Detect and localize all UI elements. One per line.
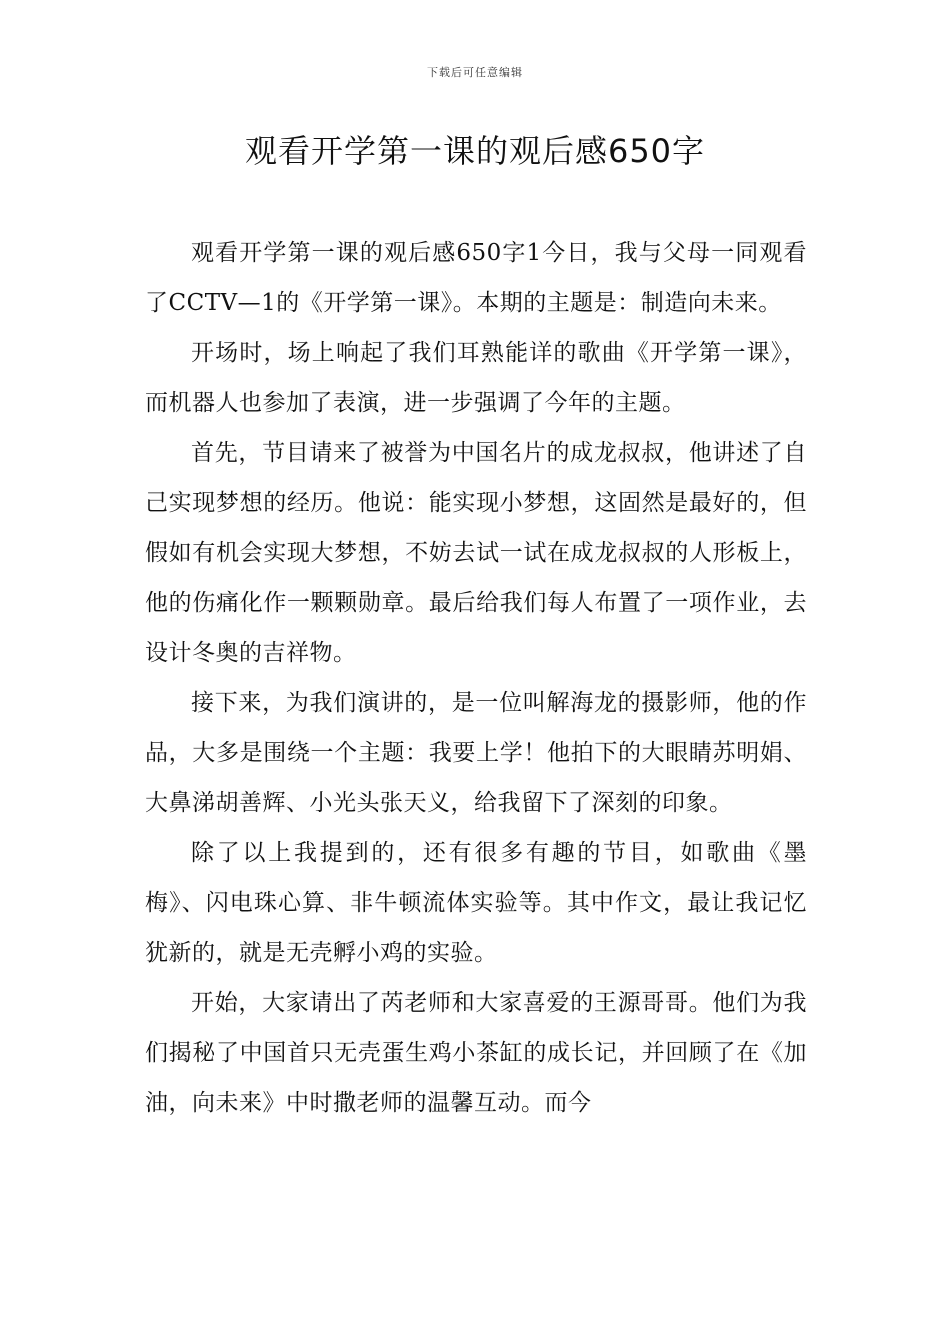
- paragraph: 观看开学第一课的观后感650字1今日，我与父母一同观看了CCTV—1的《开学第一课》。本期的主题是：制造向未来。: [145, 240, 807, 316]
- paragraph: 开场时，场上响起了我们耳熟能详的歌曲《开学第一课》，而机器人也参加了表演，进一步强调了今年的主题。: [145, 340, 807, 416]
- document-body: [145, 228, 807, 1128]
- paragraph: 接下来，为我们演讲的，是一位叫解海龙的摄影师，他的作品，大多是围绕一个主题：我要上学！他拍下的大眼睛苏明娟、大鼻涕胡善辉、小光头张天义，给我留下了深刻的印象。: [145, 690, 807, 816]
- header-note: 下载后可任意编辑: [427, 66, 523, 79]
- paragraph: 开始，大家请出了芮老师和大家喜爱的王源哥哥。他们为我们揭秘了中国首只无壳蛋生鸡小茶缸的成长记，并回顾了在《加油，向未来》中时撒老师的温馨互动。而今: [145, 990, 807, 1116]
- page-title: 观看开学第一课的观后感650字: [244, 132, 706, 170]
- paragraph: 首先，节目请来了被誉为中国名片的成龙叔叔，他讲述了自己实现梦想的经历。他说：能实现小梦想，这固然是最好的，但假如有机会实现大梦想，不妨去试一试在成龙叔叔的人形板上，他的伤痛化作一颗颗勋章。最后给我们每人布置了一项作业，去设计冬奥的吉祥物。: [145, 440, 807, 666]
- paragraph: 除了以上我提到的，还有很多有趣的节目，如歌曲《墨梅》、闪电珠心算、非牛顿流体实验等。其中作文，最让我记忆犹新的，就是无壳孵小鸡的实验。: [145, 840, 807, 966]
